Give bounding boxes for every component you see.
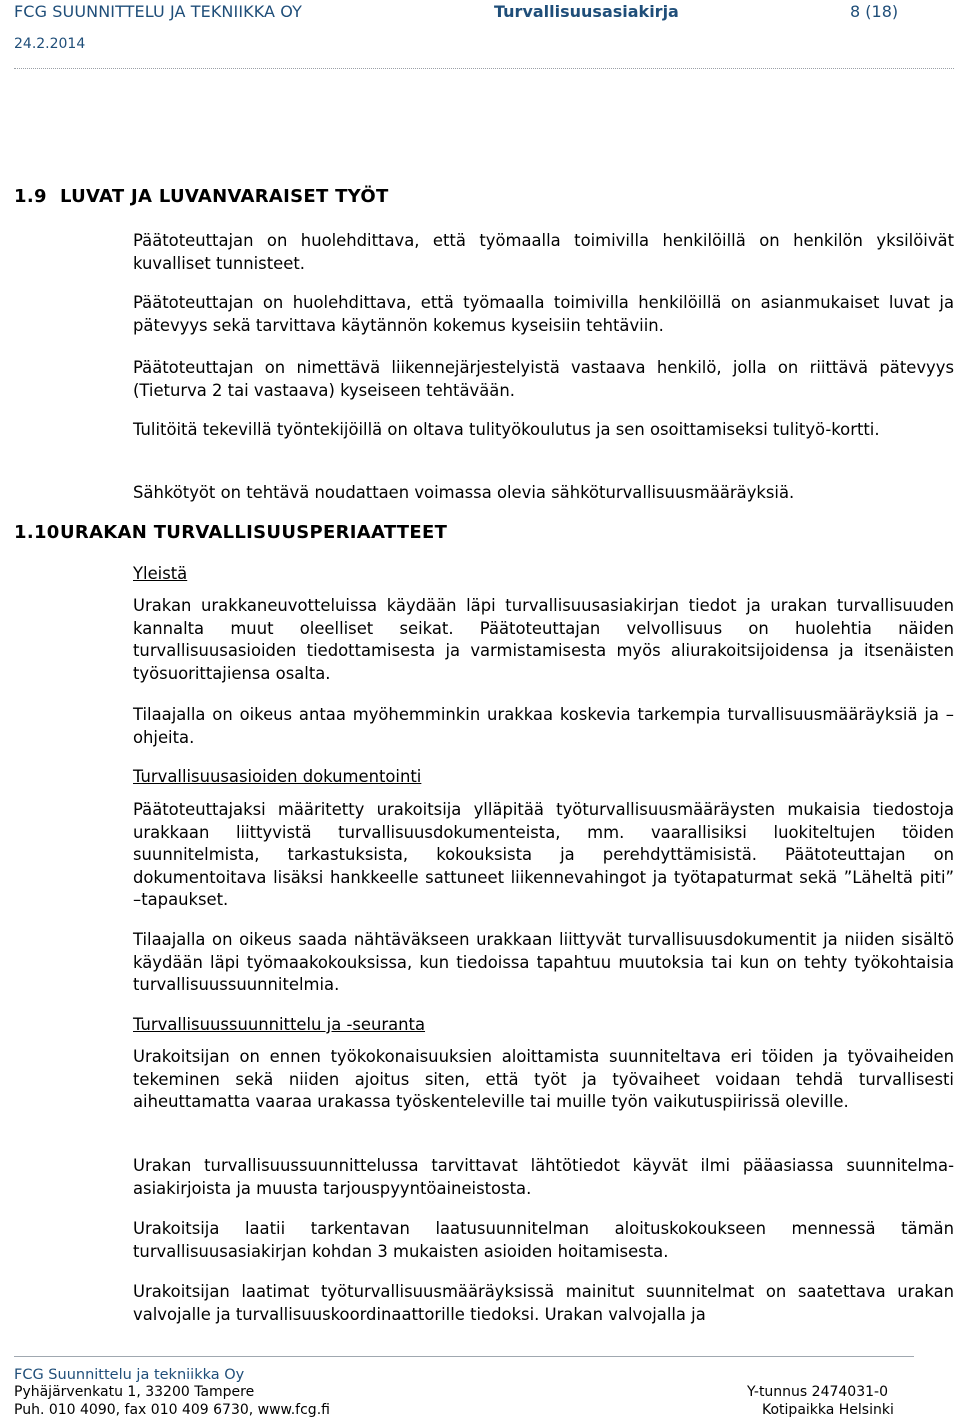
section-heading-1-9	[14, 186, 389, 207]
section-title: URAKAN TURVALLISUUSPERIAATTEET	[60, 522, 448, 543]
paragraph: Urakoitsija laatii tarkentavan laatusuunnitelman aloituskokoukseen mennessä tämän turvallisuusasiakirjan kohdan 3 mukaisten asioiden hoitamisesta.	[133, 1219, 954, 1261]
subheading-documentation: Turvallisuusasioiden dokumentointi	[133, 767, 422, 786]
paragraph: Tulitöitä tekevillä työntekijöillä on oltava tulityökoulutus ja sen osoittamiseksi tulityö-kortti.	[133, 420, 880, 439]
subheading-general: Yleistä	[133, 564, 188, 583]
footer-divider	[14, 1356, 914, 1357]
subheading-safety-planning: Turvallisuussuunnittelu ja -seuranta	[133, 1015, 426, 1034]
footer-business-id: Y-tunnus 2474031-0	[747, 1384, 888, 1400]
paragraph: Päätoteuttajaksi määritetty urakoitsija ylläpitää työturvallisuusmääräysten mukaisia tiedostoja urakkaan liittyvistä turvallisuusdokumenteista, mm. vaarallisiksi luokiteltujen töiden suunnitelmista, tarkastuksista, kokouksista ja perehdyttämisistä. Päätoteuttajan on dokumentoitava lisäksi hankkeelle sattuneet liikennevahingot ja työtapaturmat sekä ”Läheltä piti” –tapaukset.	[133, 800, 954, 909]
paragraph: Päätoteuttajan on huolehdittava, että työmaalla toimivilla henkilöillä on henkilön yksilöivät kuvalliset tunnisteet.	[133, 231, 954, 273]
footer-company: FCG Suunnittelu ja tekniikka Oy	[14, 1367, 245, 1383]
paragraph: Tilaajalla on oikeus saada nähtäväkseen urakkaan liittyvät turvallisuusdokumentit ja niiden sisältö käydään läpi työmaakokouksissa, kun tiedoissa tapahtuu muutoksia tai kun on tehty työkohtaisia turvallisuussuunnitelmia.	[133, 930, 954, 994]
header-divider	[14, 68, 954, 69]
paragraph: Päätoteuttajan on nimettävä liikennejärjestelyistä vastaava henkilö, jolla on riittävä pätevyys (Tieturva 2 tai vastaava) kyseiseen tehtävään.	[133, 358, 954, 400]
section-title: LUVAT JA LUVANVARAISET TYÖT	[60, 186, 389, 207]
paragraph: Sähkötyöt on tehtävä noudattaen voimassa olevia sähköturvallisuusmääräyksiä.	[133, 483, 795, 502]
footer-contact: Puh. 010 4090, fax 010 409 6730, www.fcg.fi	[14, 1402, 330, 1418]
section-number: 1.9	[14, 186, 47, 207]
header-page-number: 8 (18)	[850, 2, 899, 21]
header-date: 24.2.2014	[14, 36, 86, 52]
section-heading-1-10	[14, 522, 447, 543]
footer-address: Pyhäjärvenkatu 1, 33200 Tampere	[14, 1384, 255, 1400]
paragraph: Tilaajalla on oikeus antaa myöhemminkin urakkaa koskevia tarkempia turvallisuusmääräyksiä ja –ohjeita.	[133, 705, 954, 747]
paragraph: Urakan urakkaneuvotteluissa käydään läpi turvallisuusasiakirjan tiedot ja urakan turvallisuuden kannalta muut oleelliset seikat. Päätoteuttajan velvollisuus on huolehtia näiden turvallisuusasioiden tiedottamisesta ja varmistamisesta myös aliurakoitsijoidensa ja itsenäisten työsuorittajiensa osalta.	[133, 596, 954, 683]
paragraph: Urakoitsijan on ennen työkokonaisuuksien aloittamista suunniteltava eri töiden ja työvaiheiden tekeminen sekä niiden ajoitus siten, että työt ja työvaiheet voidaan tehdä turvallisesti aiheuttamatta vaaraa urakassa työskenteleville tai muille työn vaikutuspiirissä oleville.	[133, 1047, 954, 1111]
section-number: 1.10	[14, 522, 60, 543]
header-document-title: Turvallisuusasiakirja	[494, 2, 679, 21]
header-company: FCG SUUNNITTELU JA TEKNIIKKA OY	[14, 2, 302, 21]
paragraph: Päätoteuttajan on huolehdittava, että työmaalla toimivilla henkilöillä on asianmukaiset luvat ja pätevyys sekä tarvittava käytännön kokemus kyseisiin tehtäviin.	[133, 293, 954, 335]
paragraph: Urakoitsijan laatimat työturvallisuusmääräyksissä mainitut suunnitelmat on saatettava urakan valvojalle ja turvallisuuskoordinaattorille tiedoksi. Urakan valvojalla ja	[133, 1282, 954, 1324]
paragraph: Urakan turvallisuussuunnittelussa tarvittavat lähtötiedot käyvät ilmi pääasiassa suunnitelma-asiakirjoista ja muusta tarjouspyyntöaineistosta.	[133, 1156, 954, 1198]
footer-domicile: Kotipaikka Helsinki	[762, 1402, 894, 1418]
